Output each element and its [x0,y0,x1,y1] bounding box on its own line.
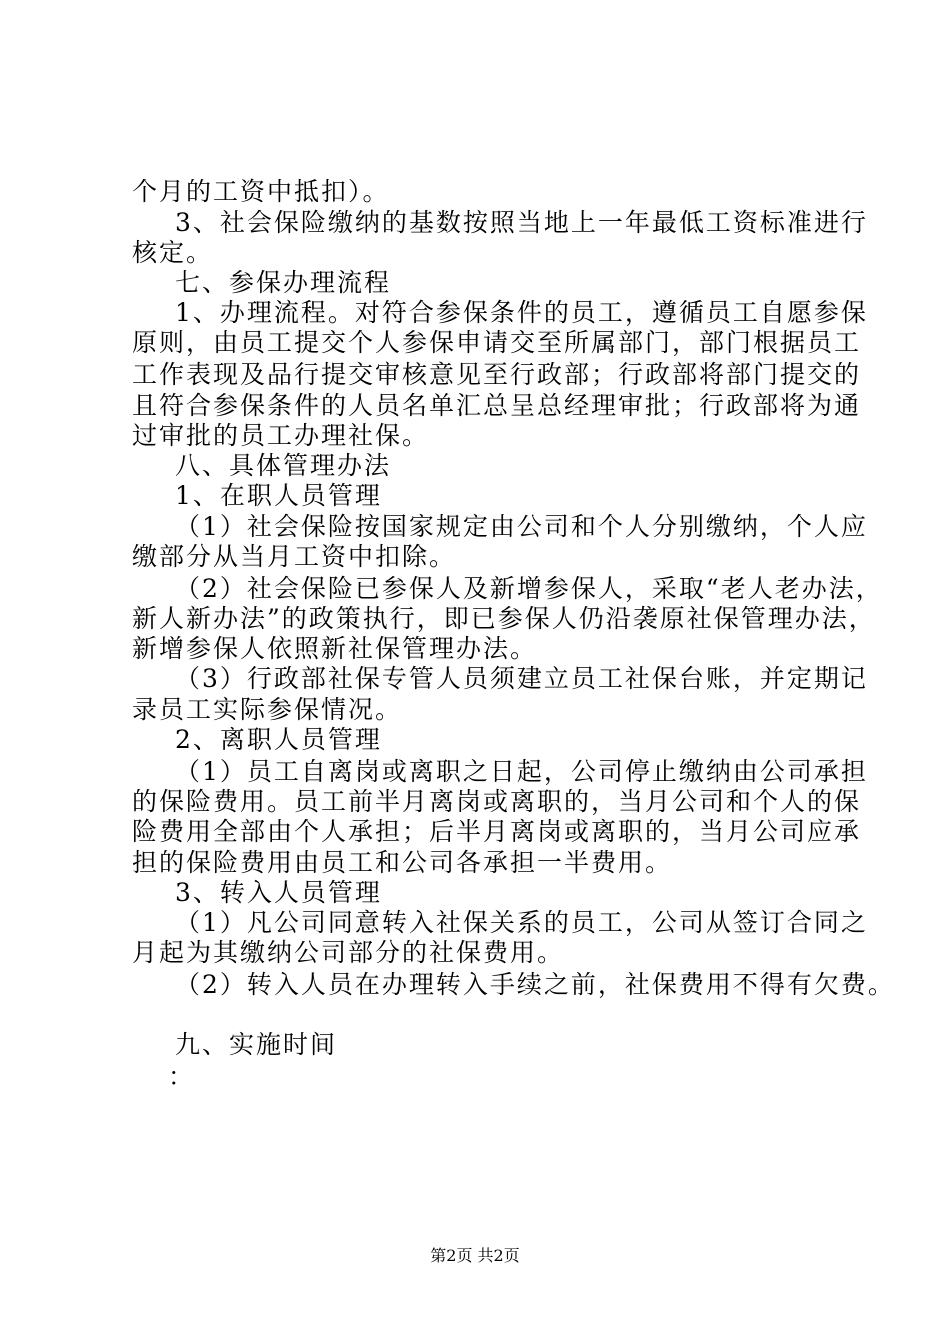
section-heading: 七、参保办理流程 [175,268,392,297]
text-line: 的保险费用。员工前半月离岗或离职的，当月公司和个人的保 [132,787,862,816]
text-line: 且符合参保条件的人员名单汇总呈总经理审批；行政部将为通 [132,391,862,420]
subsection-heading: 1、在职人员管理 [175,481,382,510]
text-line: 月起为其缴纳公司部分的社保费用。 [132,938,565,967]
text-line: 缴部分从当月工资中扣除。 [132,542,457,571]
subsection-heading: 3、转入人员管理 [175,878,382,907]
text-line: 3、社会保险缴纳的基数按照当地上一年最低工资标准进行 [175,208,868,237]
text-line: 担的保险费用由员工和公司各承担一半费用。 [132,848,673,877]
text-line: 录员工实际参保情况。 [132,695,403,724]
section-heading: 九、实施时间 [175,1030,338,1059]
text-line: 过审批的员工办理社保。 [132,421,430,450]
text-line: 新增参保人依照新社保管理办法。 [132,634,538,663]
text-line: 1、办理流程。对符合参保条件的员工，遵循员工自愿参保 [175,298,868,327]
section-heading: 八、具体管理办法 [175,451,392,480]
subsection-heading: 2、离职人员管理 [175,725,382,754]
page-footer: 第2页 共2页 [430,1246,520,1265]
text-line: 个月的工资中抵扣）。 [132,177,390,206]
text-line: 险费用全部由个人承担；后半月离岗或离职的，当月公司应承 [132,817,862,846]
text-line: 工作表现及品行提交审核意见至行政部；行政部将部门提交的 [132,360,862,389]
text-line: （2）转入人员在办理转入手续之前，社保费用不得有欠费。 [175,970,895,999]
text-line: （1）凡公司同意转入社保关系的员工，公司从签订合同之 [175,908,868,937]
text-line: 核定。 [132,238,214,267]
text-line: （3）行政部社保专管人员须建立员工社保台账，并定期记 [175,664,868,693]
text-line: （1）员工自离岗或离职之日起，公司停止缴纳由公司承担 [175,757,868,786]
text-line: （1）社会保险按国家规定由公司和个人分别缴纳，个人应 [175,512,868,541]
text-line: ： [168,1062,196,1091]
text-line: （2）社会保险已参保人及新增参保人，采取“老人老办法， [175,574,883,603]
text-line: 原则，由员工提交个人参保申请交至所属部门，部门根据员工 [132,328,862,357]
text-line: 新人新办法”的政策执行，即已参保人仍沿袭原社保管理办法， [132,604,876,633]
